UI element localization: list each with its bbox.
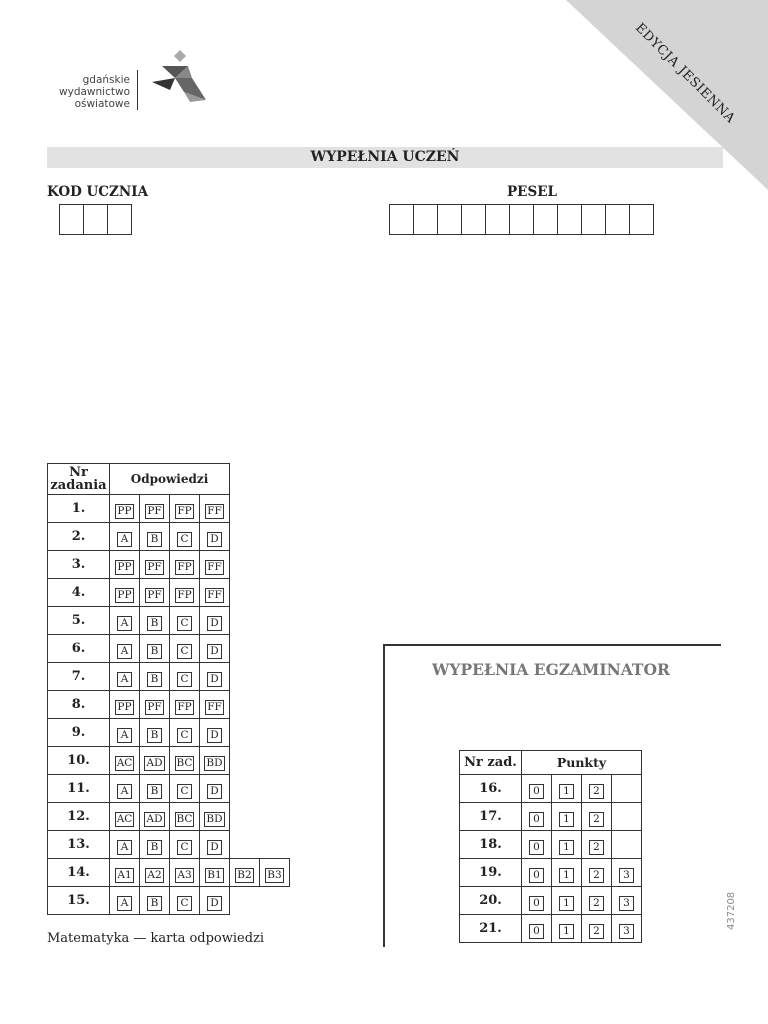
answer-row-number: 15. — [48, 887, 110, 915]
points-option-checkbox[interactable]: 3 — [619, 868, 634, 883]
answer-option-checkbox[interactable]: D — [207, 896, 222, 911]
answer-option-checkbox[interactable]: PP — [117, 700, 132, 713]
answer-option-checkbox[interactable]: AC — [116, 756, 133, 769]
answer-row — [48, 551, 290, 579]
answer-option-checkbox[interactable]: A — [117, 896, 132, 911]
points-option-checkbox[interactable]: 0 — [529, 868, 544, 883]
answer-row-number: 4. — [48, 579, 110, 607]
answer-row — [48, 607, 290, 635]
points-option-checkbox[interactable]: 1 — [559, 896, 574, 911]
points-option-checkbox[interactable]: 0 — [529, 924, 544, 939]
answer-option-checkbox[interactable]: B — [147, 896, 162, 911]
answer-row-number: 12. — [48, 803, 110, 831]
answer-row — [48, 691, 290, 719]
points-option-checkbox[interactable]: 1 — [559, 840, 574, 855]
answer-row — [48, 523, 290, 551]
answer-option-checkbox[interactable]: BD — [206, 812, 223, 825]
points-col-nr: Nr zad. — [460, 751, 522, 775]
points-row — [460, 803, 642, 831]
edition-label: EDYCJA JESIENNA — [632, 20, 738, 127]
answer-option-checkbox[interactable]: D — [207, 616, 222, 631]
points-option-checkbox[interactable]: 1 — [559, 924, 574, 939]
answer-option-checkbox[interactable]: FP — [177, 560, 192, 573]
points-option-checkbox[interactable]: 0 — [529, 812, 544, 827]
answers-col-options: Odpowiedzi — [110, 464, 230, 495]
publisher-logo-icon — [140, 48, 210, 104]
answer-option-checkbox[interactable]: B — [147, 840, 162, 855]
student-code-label: KOD UCZNIA — [47, 184, 149, 200]
points-option-checkbox[interactable]: 3 — [619, 896, 634, 911]
answer-option-checkbox[interactable]: C — [177, 616, 192, 631]
points-option-checkbox[interactable]: 2 — [589, 896, 604, 911]
answer-row-number: 3. — [48, 551, 110, 579]
publisher-logo-text — [40, 74, 130, 110]
answer-option-checkbox[interactable]: C — [177, 784, 192, 799]
logo-line-3: oświatowe — [74, 98, 130, 110]
answer-row-number: 10. — [48, 747, 110, 775]
points-option-checkbox[interactable]: 1 — [559, 784, 574, 799]
answer-row-number: 5. — [48, 607, 110, 635]
answer-option-checkbox[interactable]: FP — [177, 504, 192, 517]
pesel-label: PESEL — [507, 184, 557, 200]
answer-option-checkbox[interactable]: PP — [117, 504, 132, 517]
answer-option-checkbox[interactable]: A1 — [117, 868, 132, 881]
answer-option-checkbox[interactable]: AC — [116, 812, 133, 825]
answer-option-checkbox[interactable]: D — [207, 532, 222, 547]
answer-option-checkbox[interactable]: FF — [207, 504, 222, 517]
answer-option-checkbox[interactable]: AD — [146, 812, 163, 825]
answer-option-checkbox[interactable]: PF — [147, 588, 162, 601]
points-option-checkbox[interactable]: 2 — [589, 840, 604, 855]
answer-option-checkbox[interactable]: B3 — [267, 868, 282, 881]
answer-row — [48, 747, 290, 775]
answer-option-checkbox[interactable]: A2 — [147, 868, 162, 881]
points-option-checkbox[interactable]: 2 — [589, 784, 604, 799]
answer-row-number: 11. — [48, 775, 110, 803]
points-col-points: Punkty — [522, 751, 642, 775]
points-table — [459, 750, 642, 943]
answer-row-number: 9. — [48, 719, 110, 747]
points-option-checkbox[interactable]: 1 — [559, 868, 574, 883]
logo-line-2: wydawnictwo — [59, 86, 130, 98]
answer-row — [48, 635, 290, 663]
answer-option-checkbox[interactable]: B — [147, 784, 162, 799]
answer-option-checkbox[interactable]: PP — [117, 588, 132, 601]
answer-option-checkbox[interactable]: D — [207, 728, 222, 743]
points-option-checkbox[interactable]: 2 — [589, 924, 604, 939]
points-option-checkbox[interactable]: 3 — [619, 924, 634, 939]
answer-option-checkbox[interactable]: B — [147, 644, 162, 659]
answer-row-number: 14. — [48, 859, 110, 887]
answer-option-checkbox[interactable]: B2 — [237, 868, 252, 881]
points-option-checkbox[interactable]: 1 — [559, 812, 574, 827]
answer-option-checkbox[interactable]: FP — [177, 588, 192, 601]
answers-col-nr — [48, 464, 110, 495]
points-row-number: 16. — [460, 775, 522, 803]
answer-option-checkbox[interactable]: FF — [207, 588, 222, 601]
pesel-field[interactable] — [389, 204, 654, 235]
answer-option-checkbox[interactable]: C — [177, 896, 192, 911]
answer-row-number: 6. — [48, 635, 110, 663]
points-row — [460, 859, 642, 887]
answer-option-checkbox[interactable]: AD — [146, 756, 163, 769]
answer-option-checkbox[interactable]: B — [147, 616, 162, 631]
answer-option-checkbox[interactable]: C — [177, 532, 192, 547]
answer-row-number: 13. — [48, 831, 110, 859]
answer-row-number: 7. — [48, 663, 110, 691]
answer-option-checkbox[interactable]: PF — [147, 560, 162, 573]
answer-option-checkbox[interactable]: FP — [177, 700, 192, 713]
answer-option-checkbox[interactable]: FF — [207, 560, 222, 573]
answer-option-checkbox[interactable]: A — [117, 532, 132, 547]
answer-option-checkbox[interactable]: A — [117, 784, 132, 799]
points-row-number: 20. — [460, 887, 522, 915]
answer-row — [48, 579, 290, 607]
answer-option-checkbox[interactable]: B — [147, 728, 162, 743]
points-row-number: 21. — [460, 915, 522, 943]
answer-option-checkbox[interactable]: BD — [206, 756, 223, 769]
answer-option-checkbox[interactable]: B — [147, 672, 162, 687]
logo-line-1: gdańskie — [82, 74, 130, 86]
answers-table — [47, 463, 290, 915]
answers-col-nr-line2: zadania — [50, 478, 107, 493]
answer-option-checkbox[interactable]: BC — [176, 812, 193, 825]
points-row — [460, 831, 642, 859]
points-row — [460, 775, 642, 803]
answer-option-checkbox[interactable]: A — [117, 616, 132, 631]
examiner-section-title: WYPEŁNIA EGZAMINATOR — [432, 660, 670, 679]
answer-option-checkbox[interactable]: A3 — [177, 868, 192, 881]
points-option-checkbox[interactable]: 2 — [589, 812, 604, 827]
answer-option-checkbox[interactable]: D — [207, 840, 222, 855]
answer-row-number: 8. — [48, 691, 110, 719]
answer-option-checkbox[interactable]: D — [207, 644, 222, 659]
answer-option-checkbox[interactable]: FF — [207, 700, 222, 713]
answer-row — [48, 495, 290, 523]
answer-option-checkbox[interactable]: PP — [117, 560, 132, 573]
answer-option-checkbox[interactable]: C — [177, 728, 192, 743]
points-option-checkbox[interactable]: 0 — [529, 896, 544, 911]
answer-option-checkbox[interactable]: PF — [147, 504, 162, 517]
points-row-number: 17. — [460, 803, 522, 831]
answer-row — [48, 887, 290, 915]
answer-option-checkbox[interactable]: A — [117, 644, 132, 659]
answer-option-checkbox[interactable]: C — [177, 672, 192, 687]
answer-row — [48, 719, 290, 747]
points-option-checkbox[interactable]: 2 — [589, 868, 604, 883]
answer-option-checkbox[interactable]: B — [147, 532, 162, 547]
answer-row-number: 1. — [48, 495, 110, 523]
answer-option-checkbox[interactable]: A — [117, 840, 132, 855]
answer-option-checkbox[interactable]: C — [177, 644, 192, 659]
answer-option-checkbox[interactable]: D — [207, 784, 222, 799]
document-code: 437208 — [726, 891, 737, 930]
answer-option-checkbox[interactable]: PF — [147, 700, 162, 713]
answer-option-checkbox[interactable]: C — [177, 840, 192, 855]
answer-row — [48, 859, 290, 887]
answer-row — [48, 663, 290, 691]
answer-option-checkbox[interactable]: A — [117, 672, 132, 687]
answer-row-number: 2. — [48, 523, 110, 551]
points-option-checkbox[interactable]: 0 — [529, 784, 544, 799]
answer-row — [48, 831, 290, 859]
answer-option-checkbox[interactable]: B1 — [207, 868, 222, 881]
answer-option-checkbox[interactable]: BC — [176, 756, 193, 769]
answer-option-checkbox[interactable]: A — [117, 728, 132, 743]
logo-divider — [137, 70, 138, 110]
points-row — [460, 915, 642, 943]
student-section-header: WYPEŁNIA UCZEŃ — [47, 147, 723, 168]
answers-col-nr-line1: Nr — [69, 465, 88, 480]
answer-row — [48, 775, 290, 803]
points-row-number: 19. — [460, 859, 522, 887]
points-row-number: 18. — [460, 831, 522, 859]
answer-option-checkbox[interactable]: D — [207, 672, 222, 687]
points-option-checkbox[interactable]: 0 — [529, 840, 544, 855]
footer-text: Matematyka — karta odpowiedzi — [47, 931, 265, 946]
answer-row — [48, 803, 290, 831]
points-row — [460, 887, 642, 915]
student-code-field[interactable] — [59, 204, 132, 235]
